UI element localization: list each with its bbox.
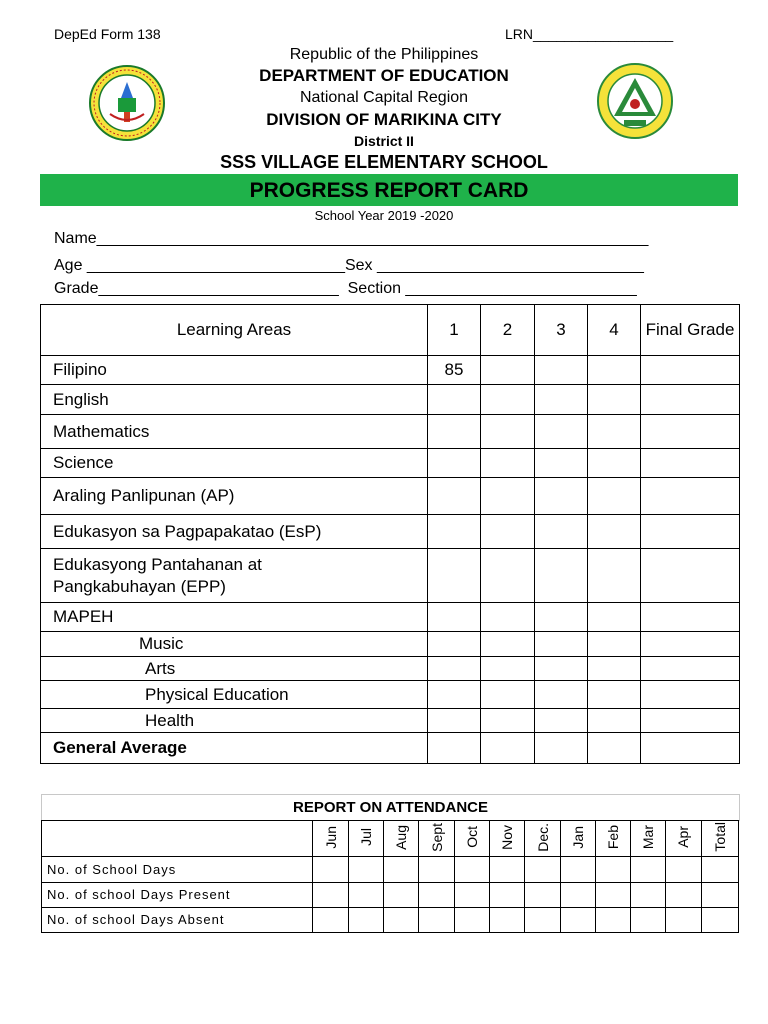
month-header xyxy=(313,821,349,857)
subject-cell: Music xyxy=(41,632,428,657)
table-row xyxy=(41,415,740,449)
grade-cell[interactable] xyxy=(481,549,535,603)
table-row xyxy=(42,882,739,907)
attendance-cell[interactable] xyxy=(701,907,738,932)
month-header xyxy=(490,821,525,857)
subject-cell: Araling Panlipunan (AP) xyxy=(41,478,428,515)
final-grade-cell[interactable] xyxy=(641,356,740,385)
subject-cell: Edukasyon sa Pagpapakatao (EsP) xyxy=(41,515,428,549)
age-sex-field[interactable]: Age _____________________________Sex ______________________________ xyxy=(54,257,644,274)
subject-cell: English xyxy=(41,385,428,415)
table-row xyxy=(42,907,739,932)
attendance-cell[interactable] xyxy=(349,882,384,907)
grade-cell[interactable] xyxy=(535,549,588,603)
grade-cell[interactable] xyxy=(481,657,535,681)
subject-cell: Physical Education xyxy=(41,681,428,709)
name-field[interactable]: Name______________________________________________________________ xyxy=(54,230,649,247)
attendance-row-label: No. of School Days xyxy=(42,857,313,882)
final-grade-cell[interactable] xyxy=(641,657,740,681)
final-grade-cell[interactable] xyxy=(641,603,740,632)
month-header xyxy=(561,821,596,857)
attendance-cell[interactable] xyxy=(384,882,419,907)
lrn-field: LRN__________________ xyxy=(505,26,674,42)
attendance-header-blank xyxy=(42,821,313,857)
attendance-cell[interactable] xyxy=(455,857,490,882)
grade-cell[interactable] xyxy=(481,478,535,515)
grade-cell[interactable] xyxy=(481,385,535,415)
grade-cell[interactable] xyxy=(588,603,641,632)
subject-cell: Science xyxy=(41,449,428,478)
table-row xyxy=(41,603,740,632)
grade-section-field[interactable]: Grade___________________________ Section __________________________ xyxy=(54,280,637,297)
learning-areas-header: Learning Areas xyxy=(41,305,428,356)
month-header xyxy=(349,821,384,857)
attendance-cell[interactable] xyxy=(525,907,561,932)
subject-cell: Arts xyxy=(41,657,428,681)
attendance-cell[interactable] xyxy=(490,857,525,882)
grade-cell[interactable] xyxy=(588,709,641,733)
final-grade-cell[interactable] xyxy=(641,515,740,549)
final-grade-cell[interactable] xyxy=(641,478,740,515)
table-row xyxy=(42,857,739,882)
grade-cell[interactable] xyxy=(588,657,641,681)
table-row xyxy=(41,733,740,764)
final-grade-cell[interactable] xyxy=(641,549,740,603)
quarter-2-header: 2 xyxy=(481,305,535,356)
month-label: Total xyxy=(711,822,728,852)
grade-cell[interactable] xyxy=(588,478,641,515)
grade-cell[interactable] xyxy=(481,356,535,385)
final-grade-cell[interactable] xyxy=(641,681,740,709)
grade-cell[interactable] xyxy=(481,515,535,549)
attendance-cell[interactable] xyxy=(525,882,561,907)
table-row xyxy=(41,657,740,681)
grade-cell[interactable] xyxy=(428,733,481,764)
grade-cell[interactable] xyxy=(535,657,588,681)
quarter-1-header: 1 xyxy=(428,305,481,356)
attendance-cell[interactable] xyxy=(349,907,384,932)
grade-cell[interactable]: 85 xyxy=(428,356,481,385)
grade-cell[interactable] xyxy=(428,549,481,603)
school-name: SSS VILLAGE ELEMENTARY SCHOOL xyxy=(220,152,548,172)
month-label: Feb xyxy=(604,825,621,850)
month-header xyxy=(419,821,455,857)
month-label: Aug xyxy=(393,824,410,850)
attendance-cell[interactable] xyxy=(525,857,561,882)
table-row xyxy=(41,681,740,709)
grades-table xyxy=(40,304,740,764)
grade-cell[interactable] xyxy=(588,681,641,709)
grade-cell[interactable] xyxy=(588,515,641,549)
grade-cell[interactable] xyxy=(588,733,641,764)
grade-cell[interactable] xyxy=(535,415,588,449)
attendance-cell[interactable] xyxy=(595,882,630,907)
republic-heading: Republic of the Philippines xyxy=(289,46,479,63)
attendance-cell[interactable] xyxy=(665,882,701,907)
month-header xyxy=(665,821,701,857)
final-grade-header: Final Grade xyxy=(641,305,740,356)
attendance-cell[interactable] xyxy=(313,882,349,907)
grade-cell[interactable] xyxy=(481,415,535,449)
grade-cell[interactable] xyxy=(428,681,481,709)
attendance-cell[interactable] xyxy=(313,907,349,932)
grade-cell[interactable] xyxy=(535,733,588,764)
attendance-title: REPORT ON ATTENDANCE xyxy=(41,794,740,821)
attendance-cell[interactable] xyxy=(455,907,490,932)
table-row xyxy=(41,385,740,415)
attendance-cell[interactable] xyxy=(665,857,701,882)
month-label: Oct xyxy=(464,826,481,849)
attendance-cell[interactable] xyxy=(561,857,596,882)
attendance-cell[interactable] xyxy=(595,907,630,932)
table-row xyxy=(41,515,740,549)
grade-cell[interactable] xyxy=(535,356,588,385)
month-header xyxy=(630,821,665,857)
month-header xyxy=(384,821,419,857)
grade-cell[interactable] xyxy=(588,385,641,415)
table-row xyxy=(41,709,740,733)
final-grade-cell[interactable] xyxy=(641,415,740,449)
grade-cell[interactable] xyxy=(428,603,481,632)
grade-cell[interactable] xyxy=(428,385,481,415)
attendance-cell[interactable] xyxy=(313,857,349,882)
month-header xyxy=(525,821,561,857)
month-label: Mar xyxy=(639,825,656,850)
final-grade-cell[interactable] xyxy=(641,733,740,764)
attendance-cell[interactable] xyxy=(384,907,419,932)
attendance-cell[interactable] xyxy=(701,882,738,907)
grade-cell[interactable] xyxy=(535,603,588,632)
final-grade-cell[interactable] xyxy=(641,449,740,478)
subject-cell: MAPEH xyxy=(41,603,428,632)
month-label: Jan xyxy=(570,825,587,849)
grade-cell[interactable] xyxy=(481,681,535,709)
quarter-3-header: 3 xyxy=(535,305,588,356)
subject-cell: Edukasyong Pantahanan at Pangkabuhayan (EPP) xyxy=(41,549,428,603)
attendance-row-label: No. of school Days Present xyxy=(42,882,313,907)
grade-cell[interactable] xyxy=(428,449,481,478)
report-card-title: PROGRESS REPORT CARD xyxy=(40,174,738,206)
attendance-cell[interactable] xyxy=(595,857,630,882)
grade-cell[interactable] xyxy=(428,657,481,681)
grade-cell[interactable] xyxy=(481,709,535,733)
attendance-cell[interactable] xyxy=(349,857,384,882)
grade-cell[interactable] xyxy=(535,385,588,415)
attendance-row-label: No. of school Days Absent xyxy=(42,907,313,932)
school-year: School Year 2019 -2020 xyxy=(314,208,454,223)
total-header xyxy=(701,821,738,857)
region-heading: National Capital Region xyxy=(299,89,469,106)
attendance-cell[interactable] xyxy=(455,882,490,907)
grade-cell[interactable] xyxy=(588,356,641,385)
table-row xyxy=(41,449,740,478)
district-heading: District II xyxy=(354,133,414,149)
table-row xyxy=(41,478,740,515)
grade-cell[interactable] xyxy=(481,449,535,478)
attendance-cell[interactable] xyxy=(561,882,596,907)
grade-cell[interactable] xyxy=(428,415,481,449)
month-label: Nov xyxy=(499,824,516,850)
grade-cell[interactable] xyxy=(428,709,481,733)
quarter-4-header: 4 xyxy=(588,305,641,356)
final-grade-cell[interactable] xyxy=(641,709,740,733)
month-label: Sept xyxy=(428,822,445,852)
grade-cell[interactable] xyxy=(481,603,535,632)
month-header xyxy=(595,821,630,857)
month-label: Jun xyxy=(322,825,339,849)
attendance-cell[interactable] xyxy=(384,857,419,882)
table-row xyxy=(41,632,740,657)
attendance-cell[interactable] xyxy=(630,882,665,907)
grade-cell[interactable] xyxy=(535,632,588,657)
grade-cell[interactable] xyxy=(588,549,641,603)
subject-cell: Mathematics xyxy=(41,415,428,449)
table-row xyxy=(41,549,740,603)
attendance-cell[interactable] xyxy=(630,907,665,932)
department-heading: DEPARTMENT OF EDUCATION xyxy=(259,66,509,85)
grade-cell[interactable] xyxy=(481,733,535,764)
month-label: Jul xyxy=(358,828,375,847)
grade-cell[interactable] xyxy=(535,709,588,733)
attendance-cell[interactable] xyxy=(630,857,665,882)
grade-cell[interactable] xyxy=(535,449,588,478)
attendance-cell[interactable] xyxy=(490,882,525,907)
form-code: DepEd Form 138 xyxy=(54,26,161,42)
attendance-cell[interactable] xyxy=(419,907,455,932)
division-heading: DIVISION OF MARIKINA CITY xyxy=(266,110,502,129)
grade-cell[interactable] xyxy=(588,415,641,449)
attendance-cell[interactable] xyxy=(490,907,525,932)
attendance-table xyxy=(41,820,739,933)
grade-cell[interactable] xyxy=(588,449,641,478)
final-grade-cell[interactable] xyxy=(641,632,740,657)
grade-cell[interactable] xyxy=(428,478,481,515)
month-label: Apr xyxy=(675,826,692,849)
attendance-cell[interactable] xyxy=(419,857,455,882)
subject-cell: Health xyxy=(41,709,428,733)
attendance-cell[interactable] xyxy=(701,857,738,882)
grade-cell[interactable] xyxy=(535,478,588,515)
final-grade-cell[interactable] xyxy=(641,385,740,415)
grade-cell[interactable] xyxy=(588,632,641,657)
general-average-label: General Average xyxy=(41,733,428,764)
attendance-cell[interactable] xyxy=(419,882,455,907)
attendance-cell[interactable] xyxy=(665,907,701,932)
grade-cell[interactable] xyxy=(428,632,481,657)
subject-cell: Filipino xyxy=(41,356,428,385)
month-label: Dec. xyxy=(534,822,551,852)
table-row xyxy=(41,356,740,385)
grade-cell[interactable] xyxy=(535,681,588,709)
grade-cell[interactable] xyxy=(481,632,535,657)
attendance-cell[interactable] xyxy=(561,907,596,932)
grade-cell[interactable] xyxy=(428,515,481,549)
grade-cell[interactable] xyxy=(535,515,588,549)
month-header xyxy=(455,821,490,857)
